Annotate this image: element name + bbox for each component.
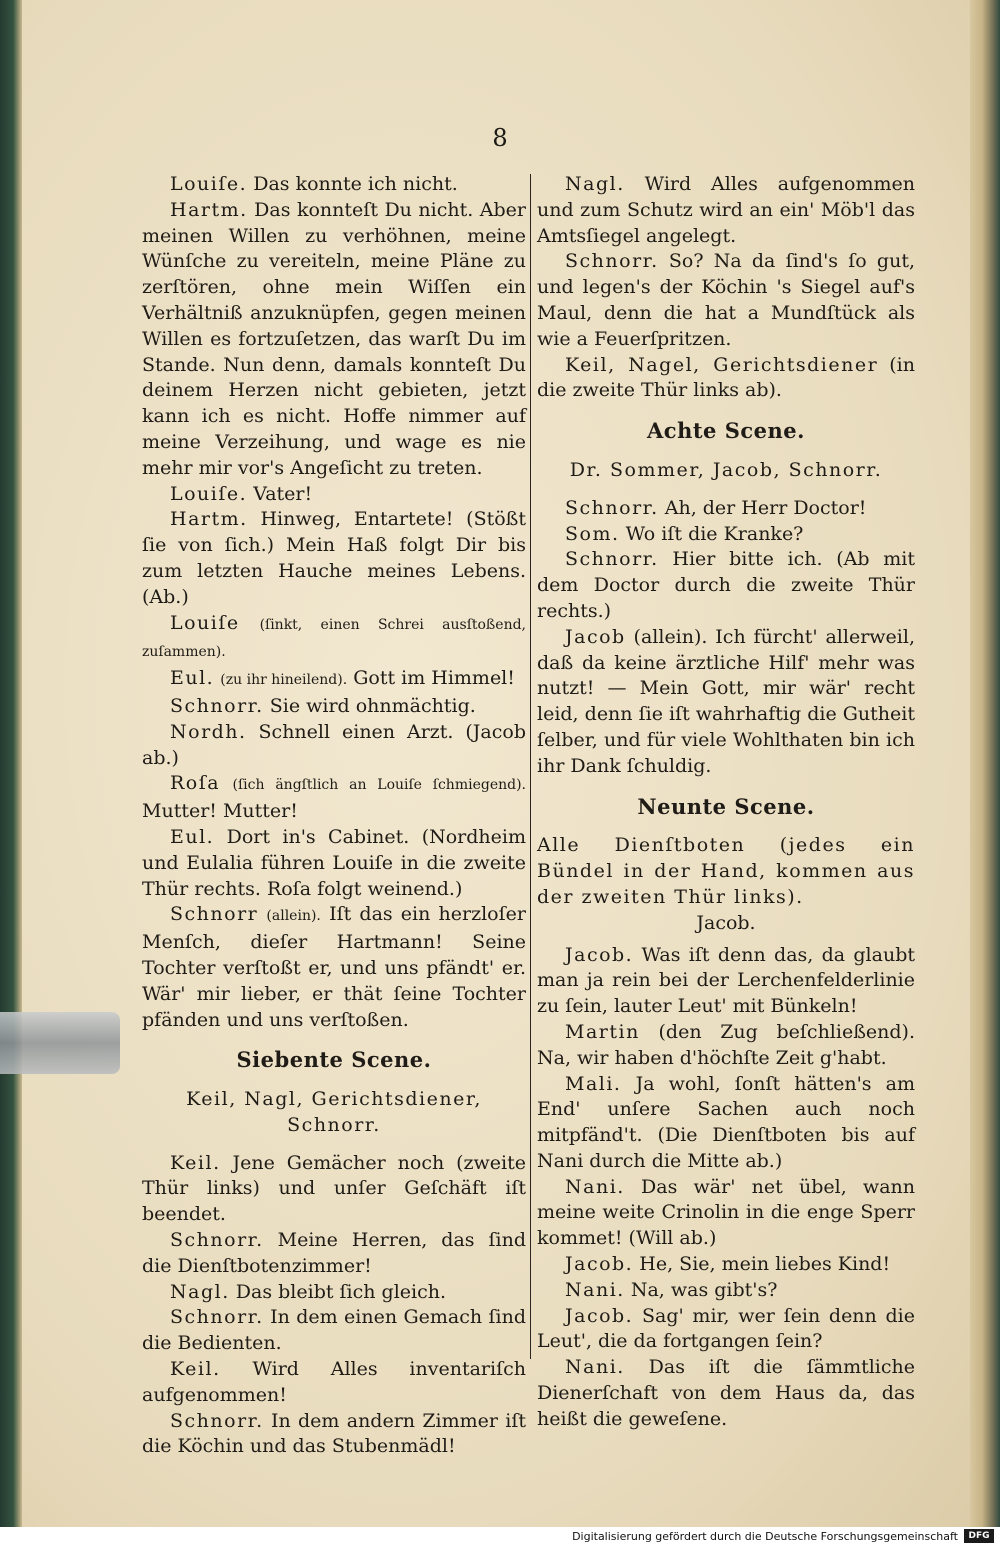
- dialogue-line: [537, 1072, 915, 1175]
- speaker-name: Som.: [565, 522, 620, 545]
- speech-text: Dort in's Cabinet. (Nordheim und Eulalia führen Louiſe in die zweite Thür rechts. Roſa folgt weinend.): [142, 825, 526, 900]
- speech-text: Wird Alles aufgenommen und zum Schutz wird an ein' Möb'l das Amtsſiegel angelegt.: [537, 173, 915, 247]
- speech-text: Meine Herren, das ſind die Dienſtbotenzimmer!: [142, 1229, 526, 1277]
- dialogue-line: [537, 1252, 915, 1278]
- speech-text: (den Zug beſchließend). Na, wir haben d'höchſte Zeit g'habt.: [537, 1020, 915, 1069]
- dialogue-line: [537, 353, 915, 405]
- stage-direction: (allein).: [266, 908, 321, 925]
- speech-text: Wo iſt die Kranke?: [625, 522, 804, 545]
- speech-text: Hier bitte ich. (Ab mit dem Doctor durch die zweite Thür rechts.): [537, 548, 915, 622]
- dialogue-line: [537, 172, 915, 249]
- scene-title: Neunte Scene.: [637, 793, 815, 819]
- speaker-name: Keil.: [170, 1151, 221, 1174]
- speaker-name: Schnorr.: [170, 1409, 264, 1432]
- dialogue-line: [537, 547, 915, 624]
- left-column: [142, 172, 526, 1460]
- dialogue-line: [537, 1304, 915, 1356]
- speaker-name: Nordh.: [170, 720, 247, 743]
- speaker-name: Keil, Nagel, Gerichtsdiener: [565, 353, 879, 376]
- speaker-name: Nagl.: [565, 173, 625, 195]
- speaker-name: Nani.: [565, 1356, 625, 1379]
- speaker-name: Louiſe.: [170, 482, 248, 505]
- speaker-name: Hartm.: [170, 508, 248, 531]
- speech-text: Das bleibt ſich gleich.: [235, 1280, 447, 1303]
- speech-text: In dem einen Gemach ſind die Bedienten.: [142, 1306, 526, 1355]
- dialogue-line: [142, 198, 526, 482]
- stage-direction: (ſich ängſtlich an Louiſe ſchmiegend).: [232, 777, 526, 794]
- dialogue-line: [142, 1357, 526, 1409]
- speech-text: Das wär' net übel, wann meine weite Crinolin in die enge Sperr kommet! (Will ab.): [537, 1175, 916, 1250]
- dialogue-line: [142, 771, 526, 825]
- dialogue-line: [537, 1020, 915, 1072]
- speech-text: Sag' mir, wer ſein denn die Leut', die da fortgangen ſein?: [537, 1304, 915, 1353]
- dialogue-line: [142, 825, 526, 902]
- dialogue-line: [142, 172, 526, 198]
- page-edge: [970, 0, 1000, 1527]
- dialogue-line: [537, 625, 915, 780]
- dialogue-line: [142, 1409, 526, 1461]
- speaker-name: Schnorr.: [565, 496, 659, 519]
- footer-credit: Digitalisierung gefördert durch die Deutsche Forschungsgemeinschaft: [572, 1530, 958, 1543]
- speech-text: He, Sie, mein liebes Kind!: [639, 1253, 891, 1276]
- scene-title: Siebente Scene.: [236, 1047, 432, 1073]
- speech-text: Vater!: [253, 482, 313, 505]
- dialogue-line: [537, 496, 915, 522]
- speech-text: In dem andern Zimmer iſt die Köchin und das Stubenmädl!: [142, 1409, 526, 1458]
- dialogue-line: [142, 694, 526, 720]
- dialogue-line: [537, 249, 915, 352]
- speaker-name: Schnorr.: [565, 548, 659, 571]
- dialogue-line: [537, 1175, 915, 1252]
- scene-cast: Dr. Sommer, Jacob, Schnorr.: [569, 458, 883, 481]
- dialogue-line: [142, 1228, 526, 1280]
- page-clip: [0, 1012, 120, 1074]
- speaker-name: Schnorr.: [170, 694, 264, 717]
- speech-text: Ja wohl, ſonſt hätten's am End' unſere Sachen auch noch mitpfänd't. (Die Dienſtboten bis auf Nani durch die Mitte ab.): [537, 1072, 915, 1172]
- dialogue-line: [537, 1278, 915, 1304]
- scene-cast: Alle Dienſtboten (jedes ein Bündel in der Hand, kommen aus der zweiten Thür links).: [537, 834, 915, 908]
- dialogue-line: [142, 611, 526, 667]
- speaker-name: Louiſe: [170, 611, 240, 634]
- speaker-name: Schnorr: [170, 903, 259, 926]
- speech-text: Jene Gemächer noch (zweite Thür links) und unſer Geſchäft iſt beendet.: [142, 1151, 526, 1226]
- speaker-name: Mali.: [565, 1072, 622, 1095]
- speaker-name: Martin: [565, 1020, 640, 1043]
- speaker-name: Keil.: [170, 1358, 221, 1381]
- speaker-name: Eul.: [170, 667, 215, 690]
- speech-text: Schnell einen Arzt. (Jacob ab.): [142, 720, 526, 769]
- speech-text: Gott im Himmel!: [353, 667, 515, 690]
- dialogue-line: [537, 943, 915, 1020]
- speech-text: Das iſt die ſämmtliche Dienerſchaft von dem Haus da, das heißt die geweſene.: [537, 1356, 915, 1430]
- speech-text: Sie wird ohnmächtig.: [269, 694, 476, 717]
- scene-cast: Keil, Nagl, Gerichtsdiener, Schnorr.: [186, 1088, 482, 1136]
- speech-text: Mutter! Mutter!: [142, 800, 298, 823]
- dialogue-line: [537, 1355, 915, 1432]
- speaker-name: Nani.: [565, 1175, 625, 1198]
- dialogue-line: [142, 507, 526, 610]
- speech-text: Das konnte ich nicht.: [253, 173, 458, 195]
- dialogue-line: [142, 666, 526, 694]
- speech-text: Was iſt denn das, da glaubt man ja rein bei der Lerchenfelderlinie zu ſein, lauter Leut' mit Bünkeln!: [537, 943, 915, 1018]
- dialogue-line: [142, 720, 526, 772]
- speech-text: (allein). Ich fürcht' allerweil, daß da keine ärztliche Hilf' mehr was nutzt! — Mein Gott, mir wär' recht leid, denn ſie iſt wahrhaftig die Gutheit ſelber, und für viele Wohlthaten bin ich ihr Dank ſchuldig.: [537, 625, 915, 777]
- speaker-name: Nagl.: [170, 1280, 230, 1303]
- footer-bar: [0, 1527, 1000, 1546]
- speech-text: Iſt das ein herzloſer Menſch, dieſer Hartmann! Seine Tochter verſtoßt er, und uns pfändt' er. Wär' mir lieber, er thät ſeine Tochter pfänden und uns verſtoßen.: [142, 903, 526, 1031]
- speaker-name: Nani.: [565, 1278, 625, 1301]
- speech-text: Na, was gibt's?: [630, 1278, 778, 1301]
- speaker-name: Schnorr.: [170, 1229, 264, 1252]
- column-rule: [530, 174, 531, 1359]
- speaker-name: Eul.: [170, 825, 215, 848]
- page-number: 8: [492, 124, 508, 152]
- dialogue-line: [142, 1305, 526, 1357]
- speech-text: Ah, der Herr Doctor!: [664, 496, 867, 519]
- speaker-name: Jacob.: [565, 1253, 634, 1276]
- speaker-name: Jacob.: [565, 943, 634, 966]
- book-spine: [0, 0, 22, 1527]
- dialogue-line: [142, 902, 526, 1033]
- speaker-name: Hartm.: [170, 198, 248, 221]
- scene-cast-second: Jacob.: [696, 911, 756, 934]
- dialogue-line: [537, 522, 915, 548]
- speech-text: Das konnteſt Du nicht. Aber meinen Willen zu verhöhnen, meine Wünſche zu vereiteln, meine Pläne zu zerſtören, ohne mein Wiſſen ein Verhältniß anzuknüpfen, gegen meinen Willen es fortzuſetzen, das warſt Du im Stande. Nun denn, damals konnteſt Du deinem Herzen nicht gebieten, jetzt kann ich es nicht. Hoffe nimmer auf meine Verzeihung, und wage es nie mehr mir vor's Angeſicht zu treten.: [142, 198, 526, 479]
- speaker-name: Jacob: [565, 625, 626, 648]
- speaker-name: Schnorr.: [170, 1306, 264, 1329]
- scene-title: Achte Scene.: [647, 418, 805, 444]
- speech-text: Hinweg, Entartete! (Stößt ſie von ſich.) Mein Haß folgt Dir bis zum letzten Hauche meines Lebens. (Ab.): [142, 508, 527, 608]
- right-column: [537, 172, 915, 1433]
- speech-text: So? Na da ſind's ſo gut, und legen's der Köchin 's Siegel auf's Maul, denn die hat a Mundſtück als wie a Feuerſpritzen.: [537, 250, 915, 350]
- speaker-name: Louiſe.: [170, 173, 248, 195]
- stage-direction: (zu ihr hineilend).: [220, 672, 348, 689]
- speech-text: Wird Alles inventariſch aufgenommen!: [142, 1358, 526, 1406]
- speaker-name: Jacob.: [565, 1304, 634, 1327]
- speaker-name: Roſa: [170, 772, 221, 795]
- stage-direction: (ſinkt, einen Schrei ausſtoßend, zuſammen).: [142, 616, 526, 661]
- dialogue-line: [142, 1280, 526, 1306]
- speech-text: (in die zweite Thür links ab).: [537, 353, 915, 402]
- dialogue-line: [142, 1151, 526, 1228]
- dfg-logo: DFG: [964, 1529, 994, 1543]
- dialogue-line: [142, 482, 526, 508]
- speaker-name: Schnorr.: [565, 250, 659, 273]
